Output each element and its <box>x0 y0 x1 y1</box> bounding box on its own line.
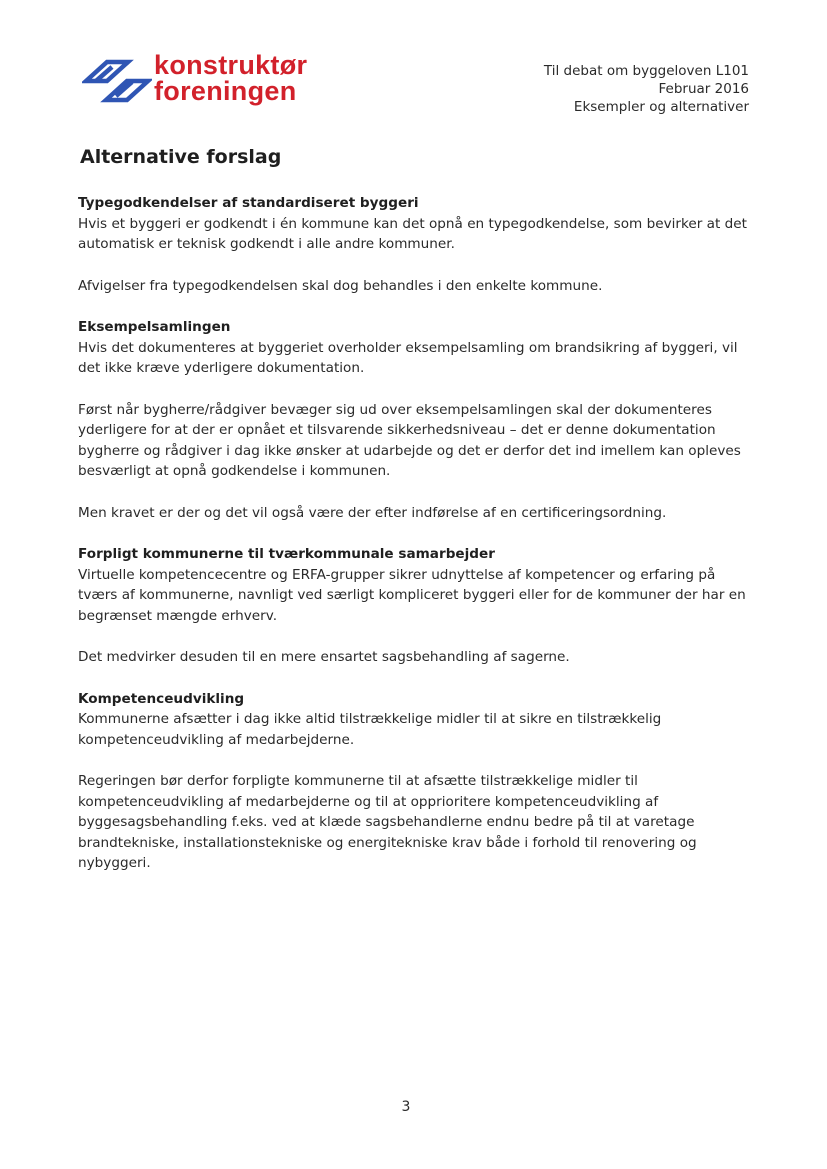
section-heading: Eksempelsamlingen <box>78 319 231 335</box>
document-body <box>78 193 750 895</box>
paragraph: Regeringen bør derfor forpligte kommunerne til at afsætte tilstrækkelige midler til kompetenceudvikling af medarbejderne og til at opprioritere kompetenceudvikling af byggesagsbehandling f.eks. ved at klæde sagsbehandlerne endnu bedre på til at varetage brandtekniske, installationstekniske og energitekniske krav både i forhold til renovering og nybyggeri. <box>78 773 697 871</box>
logo-line-1: konstruktør <box>154 50 308 80</box>
meta-line-subject: Til debat om byggeloven L101 <box>543 63 749 79</box>
section-heading: Forpligt kommunerne til tværkommunale samarbejder <box>78 546 495 562</box>
meta-line-date: Februar 2016 <box>658 81 749 97</box>
logo-wordmark <box>154 52 307 104</box>
meta-line-topic: Eksempler og alternativer <box>573 99 749 115</box>
section-tvaerkommunale-samarbejder <box>78 544 750 668</box>
logo-line-2: foreningen <box>154 76 297 106</box>
paragraph: Hvis det dokumenteres at byggeriet overholder eksempelsamling om brandsikring af byggeri, vil det ikke kræve yderligere dokumentation. <box>78 339 738 376</box>
paragraph: Afvigelser fra typegodkendelsen skal dog behandles i den enkelte kommune. <box>78 277 603 294</box>
paragraph: Kommunerne afsætter i dag ikke altid tilstrækkelige midler til at sikre en tilstrækkelig kompetenceudvikling af medarbejderne. <box>78 711 662 748</box>
section-heading: Kompetenceudvikling <box>78 690 245 707</box>
diamond-arrows-logo-icon <box>82 56 152 106</box>
page-title: Alternative forslag <box>80 146 282 168</box>
logo <box>82 52 342 112</box>
paragraph: Virtuelle kompetencecentre og ERFA-grupper sikrer udnyttelse af kompetencer og erfaring på tværs af kommunerne, navnligt ved særligt kompliceret byggeri eller for de kommuner der har en begrænset mængde erhverv. <box>78 566 746 624</box>
paragraph: Det medvirker desuden til en mere ensartet sagsbehandling af sagerne. <box>78 649 570 665</box>
paragraph: Hvis et byggeri er godkendt i én kommune kan det opnå en typegodkendelse, som bevirker at det automatisk er teknisk godkendt i alle andre kommuner. <box>78 215 747 252</box>
section-heading: Typegodkendelser af standardiseret byggeri <box>78 195 419 211</box>
page-number: 3 <box>401 1099 411 1115</box>
document-meta <box>544 62 749 116</box>
section-eksempelsamlingen <box>78 317 750 523</box>
section-kompetenceudvikling <box>78 689 750 874</box>
paragraph: Men kravet er der og det vil også være der efter indførelse af en certificeringsordning. <box>78 504 667 521</box>
paragraph: Først når bygherre/rådgiver bevæger sig ud over eksempelsamlingen skal der dokumenteres yderligere for at der er opnået et tilsvarende sikkerhedsniveau – det er denne dokumentation bygherre og rådgiver i dag ikke ønsker at udarbejde og det er derfor det ind imellem kan opleves besværligt at opnå godkendelse i kommunen. <box>78 401 741 479</box>
section-typegodkendelser <box>78 193 750 296</box>
